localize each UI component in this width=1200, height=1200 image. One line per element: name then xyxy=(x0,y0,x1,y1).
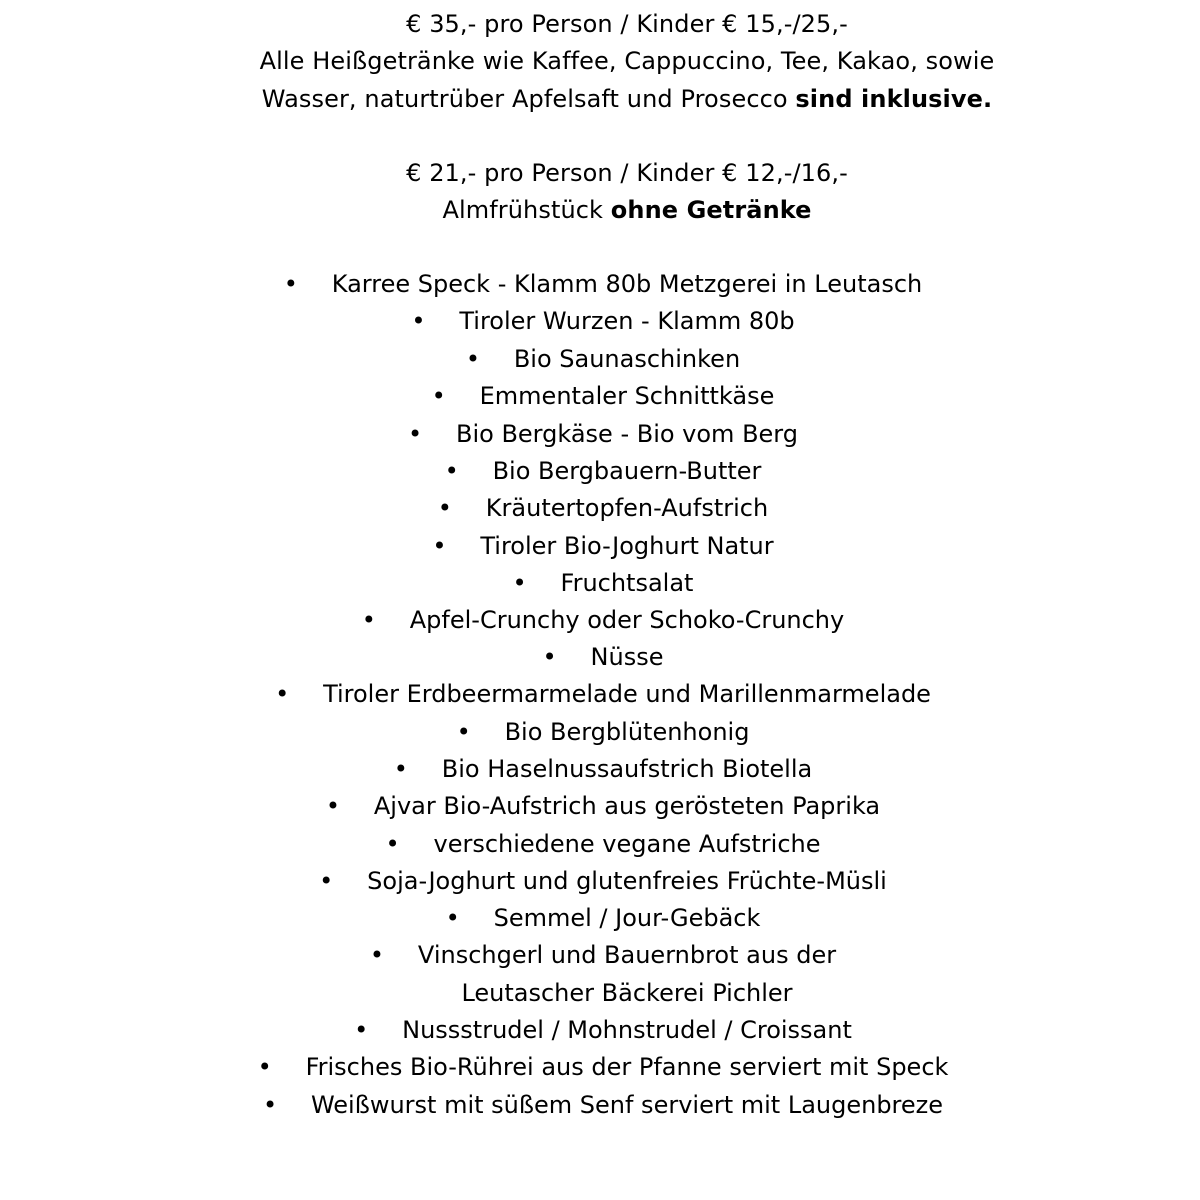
list-item-text: Leutascher Bäckerei Pichler xyxy=(461,979,793,1007)
list-item xyxy=(0,266,1200,303)
list-item-text: verschiedene vegane Aufstriche xyxy=(433,830,821,858)
list-item-text: Frisches Bio-Rührei aus der Pfanne serviert mit Speck xyxy=(305,1053,949,1081)
list-item-text: Weißwurst mit süßem Senf serviert mit Laugenbreze xyxy=(310,1091,944,1119)
list-item-text: Bio Bergblütenhonig xyxy=(504,718,750,746)
list-item xyxy=(0,863,1200,900)
list-item xyxy=(0,1012,1200,1049)
bullet-icon: • xyxy=(262,1091,278,1119)
list-item xyxy=(0,453,1200,490)
bullet-icon: • xyxy=(465,345,480,373)
bullet-icon: • xyxy=(319,867,334,895)
bullet-icon: • xyxy=(445,904,460,932)
list-item-text: Semmel / Jour-Gebäck xyxy=(493,904,761,932)
list-item xyxy=(0,416,1200,453)
bullet-icon: • xyxy=(411,307,426,335)
list-item xyxy=(0,565,1200,602)
bullet-icon: • xyxy=(325,792,341,820)
bullet-icon: • xyxy=(393,755,408,783)
list-item-text: Emmentaler Schnittkäse xyxy=(479,382,775,410)
offer-1-drinks-line-1: Alle Heißgetränke wie Kaffee, Cappuccino, Tee, Kakao, sowie xyxy=(259,47,995,75)
list-item-text: Tiroler Wurzen - Klamm 80b xyxy=(459,307,795,335)
bullet-icon: • xyxy=(283,270,298,298)
bullet-icon: • xyxy=(431,382,446,410)
list-item xyxy=(0,788,1200,825)
bullet-icon: • xyxy=(354,1016,369,1044)
bullet-icon: • xyxy=(369,941,385,969)
list-item xyxy=(0,1087,1200,1124)
bullet-icon: • xyxy=(275,680,290,708)
list-item xyxy=(0,341,1200,378)
list-item xyxy=(0,528,1200,565)
bullet-icon: • xyxy=(542,643,557,671)
list-item xyxy=(0,1049,1200,1086)
list-item-text: Apfel-Crunchy oder Schoko-Crunchy xyxy=(409,606,845,634)
list-item xyxy=(0,751,1200,788)
list-item xyxy=(0,937,1200,974)
list-item-text: Tiroler Bio-Joghurt Natur xyxy=(480,532,774,560)
offer-2-desc-text: Almfrühstück xyxy=(442,196,611,224)
bullet-icon: • xyxy=(512,569,527,597)
list-item-text: Bio Bergbauern-Butter xyxy=(492,457,762,485)
bullet-icon: • xyxy=(444,457,459,485)
list-item-text: Bio Haselnussaufstrich Biotella xyxy=(441,755,813,783)
list-item xyxy=(0,490,1200,527)
list-item-text: Bio Saunaschinken xyxy=(513,345,741,373)
list-item xyxy=(0,378,1200,415)
list-item-continuation xyxy=(0,975,1200,1012)
offer-1-price: € 35,- pro Person / Kinder € 15,-/25,- xyxy=(406,10,848,38)
bullet-icon: • xyxy=(437,494,452,522)
list-item xyxy=(0,602,1200,639)
bullet-icon: • xyxy=(385,830,400,858)
bullet-icon: • xyxy=(257,1053,272,1081)
bullet-icon: • xyxy=(432,532,447,560)
offer-1-drinks-text: Wasser, naturtrüber Apfelsaft und Prosecco xyxy=(261,85,796,113)
offer-2-price: € 21,- pro Person / Kinder € 12,-/16,- xyxy=(406,159,848,187)
list-item xyxy=(0,639,1200,676)
list-item xyxy=(0,900,1200,937)
list-item-text: Bio Bergkäse - Bio vom Berg xyxy=(456,420,798,448)
list-item-text: Nüsse xyxy=(590,643,664,671)
list-item xyxy=(0,826,1200,863)
offer-2-description xyxy=(0,192,1200,229)
list-item-text: Tiroler Erdbeermarmelade und Marillenmarmelade xyxy=(323,680,931,708)
list-item-text: Ajvar Bio-Aufstrich aus gerösteten Paprika xyxy=(373,792,881,820)
list-item-text: Fruchtsalat xyxy=(560,569,694,597)
list-item-text: Kräutertopfen-Aufstrich xyxy=(485,494,769,522)
bullet-icon: • xyxy=(456,718,471,746)
bullet-icon: • xyxy=(408,420,423,448)
list-item-text: Vinschgerl und Bauernbrot aus der xyxy=(417,941,837,969)
list-item xyxy=(0,676,1200,713)
offer-1-inclusive-note: sind inklusive. xyxy=(795,85,993,113)
list-item-text: Karree Speck - Klamm 80b Metzgerei in Leutasch xyxy=(331,270,923,298)
list-item xyxy=(0,714,1200,751)
offer-1-drinks-line-2 xyxy=(0,81,1200,118)
bullet-icon: • xyxy=(361,606,376,634)
list-item-text: Soja-Joghurt und glutenfreies Früchte-Müsli xyxy=(367,867,887,895)
offer-2-no-drinks-note: ohne Getränke xyxy=(610,196,812,224)
list-item xyxy=(0,303,1200,340)
list-item-text: Nussstrudel / Mohnstrudel / Croissant xyxy=(402,1016,852,1044)
